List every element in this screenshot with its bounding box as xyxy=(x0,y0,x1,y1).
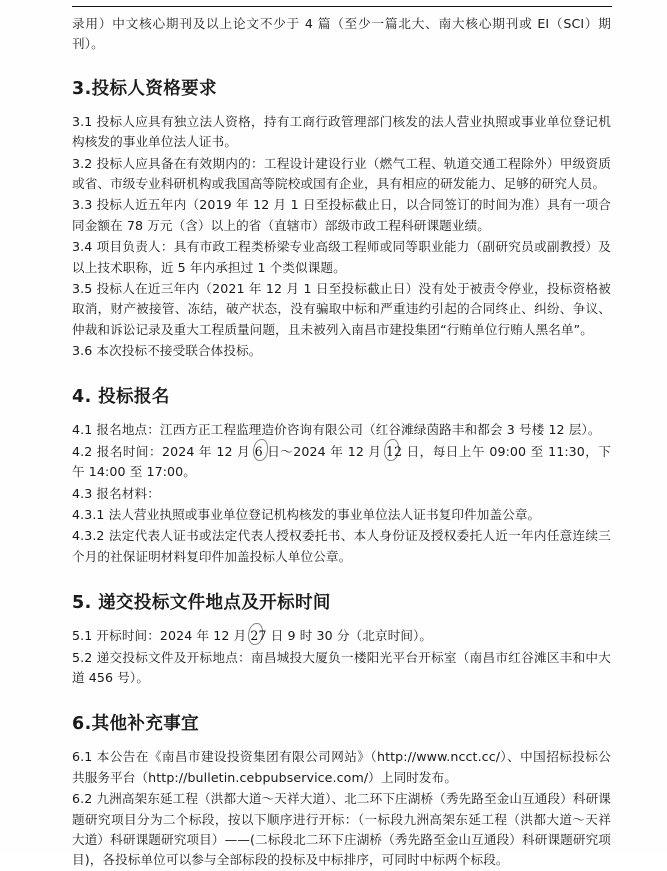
section-heading-5: 5. 递交投标文件地点及开标时间 xyxy=(72,593,331,614)
paragraph-5-2: 5.2 递交投标文件及开标地点：南昌城投大厦负一楼阳光平台开标室（南昌市红谷滩区丰和中大道 456 号）。 xyxy=(72,649,611,685)
paragraph-4-3: 4.3 报名材料： xyxy=(72,485,160,501)
paragraph-4-3-1: 4.3.1 法人营业执照或事业单位登记机构核发的事业单位法人证书复印件加盖公章。 xyxy=(72,507,541,523)
section-heading-3: 3.投标人资格要求 xyxy=(72,78,217,99)
paragraph-3-1: 3.1 投标人应具有独立法人资格，持有工商行政管理部门核发的法人营业执照或事业单位登记机构核发的事业单位法人证书。 xyxy=(72,113,611,150)
intro-fragment: 录用）中文核心期刊及以上论文不少于 4 篇（至少一篇北大、南大核心期刊或 EI（SCI）期刊）。 xyxy=(72,16,611,52)
section-body-6 xyxy=(72,747,611,870)
paragraph-3-5: 3.5 投标人在近三年内（2021 年 12 月 1 日至投标截止日）没有处于被责令停业，投标资格被取消，财产被接管、冻结，破产状态，没有骗取中标和严重违约引起的合同终止、纠纷、争议、仲裁和诉讼记录及重大工程质量问题，且未被列入南昌市建投集团“行贿单位行贿人黑名单”。 xyxy=(72,280,611,337)
handwritten-date-digit: 12 xyxy=(386,442,402,462)
paragraph-3-6: 3.6 本次投标不接受联合体投标。 xyxy=(72,343,262,359)
paragraph-3-3: 3.3 投标人近五年内（2019 年 12 月 1 日至投标截止日，以合同签订的时间为准）具有一项合同金额在 78 万元（含）以上的省（直辖市）部级市政工程科研课题业绩。 xyxy=(72,197,611,233)
paragraph-6-1: 6.1 本公告在《南昌市建设投资集团有限公司网站》（http://www.ncct.cc/）、中国招标投标公共服务平台（http://bulletin.cebpubservice.com/）上同时发布。 xyxy=(72,749,611,785)
header-rule xyxy=(72,6,612,7)
paragraph-6-2: 6.2 九洲高架东延工程（洪都大道～天祥大道）、北二环下庄湖桥（秀先路至金山互通段）科研课题研究项目分为二个标段，按以下顺序进行开标：（一标段九洲高架东延工程（洪都大道～天祥大道）科研课题研究项目）——(二标段北二环下庄湖桥（秀先路至金山互通段）科研课题研究项目)，各投标单位可以参与全部标段的投标及中标排序，可同时中标两个标段。 xyxy=(72,791,611,868)
paragraph-4-1: 4.1 报名地点：江西方正工程监理造价咨询有限公司（红谷滩绿茵路丰和都会 3 号楼 12 层）。 xyxy=(72,422,601,438)
section-body-4 xyxy=(72,420,611,567)
paragraph-4-3-2: 4.3.2 法定代表人证书或法定代表人授权委托书、本人身份证及授权委托人近一年内任意连续三个月的社保证明材料复印件加盖投标人单位公章。 xyxy=(72,528,611,564)
section-body-5 xyxy=(72,626,611,688)
paragraph-3-4: 3.4 项目负责人：具有市政工程类桥梁专业高级工程师或同等职业能力（副研究员或副教授）及以上技术职称，近 5 年内承担过 1 个类似课题。 xyxy=(72,239,611,275)
handwritten-date-digit: 27 xyxy=(250,626,266,646)
paragraph-3-2: 3.2 投标人应具备在有效期内的：工程设计建设行业（燃气工程、轨道交通工程除外）甲级资质或省、市级专业科研机构或我国高等院校或国有企业，具有相应的研发能力、足够的研究人员。 xyxy=(72,155,611,191)
paragraph-5-1: 5.1 开标时间：2024 年 12 月 27 日 9 时 30 分（北京时间）。 xyxy=(72,626,611,646)
section-heading-4: 4. 投标报名 xyxy=(72,387,170,408)
section-body-3 xyxy=(72,112,611,362)
paragraph-4-2: 4.2 报名时间：2024 年 12 月 6 日～2024 年 12 月 12 日，每日上午 09:00 至 11:30，下午 14:00 至 17:00。 xyxy=(72,443,611,480)
section-heading-6: 6.其他补充事宜 xyxy=(72,714,200,735)
handwritten-date-digit: 6 xyxy=(255,442,263,462)
